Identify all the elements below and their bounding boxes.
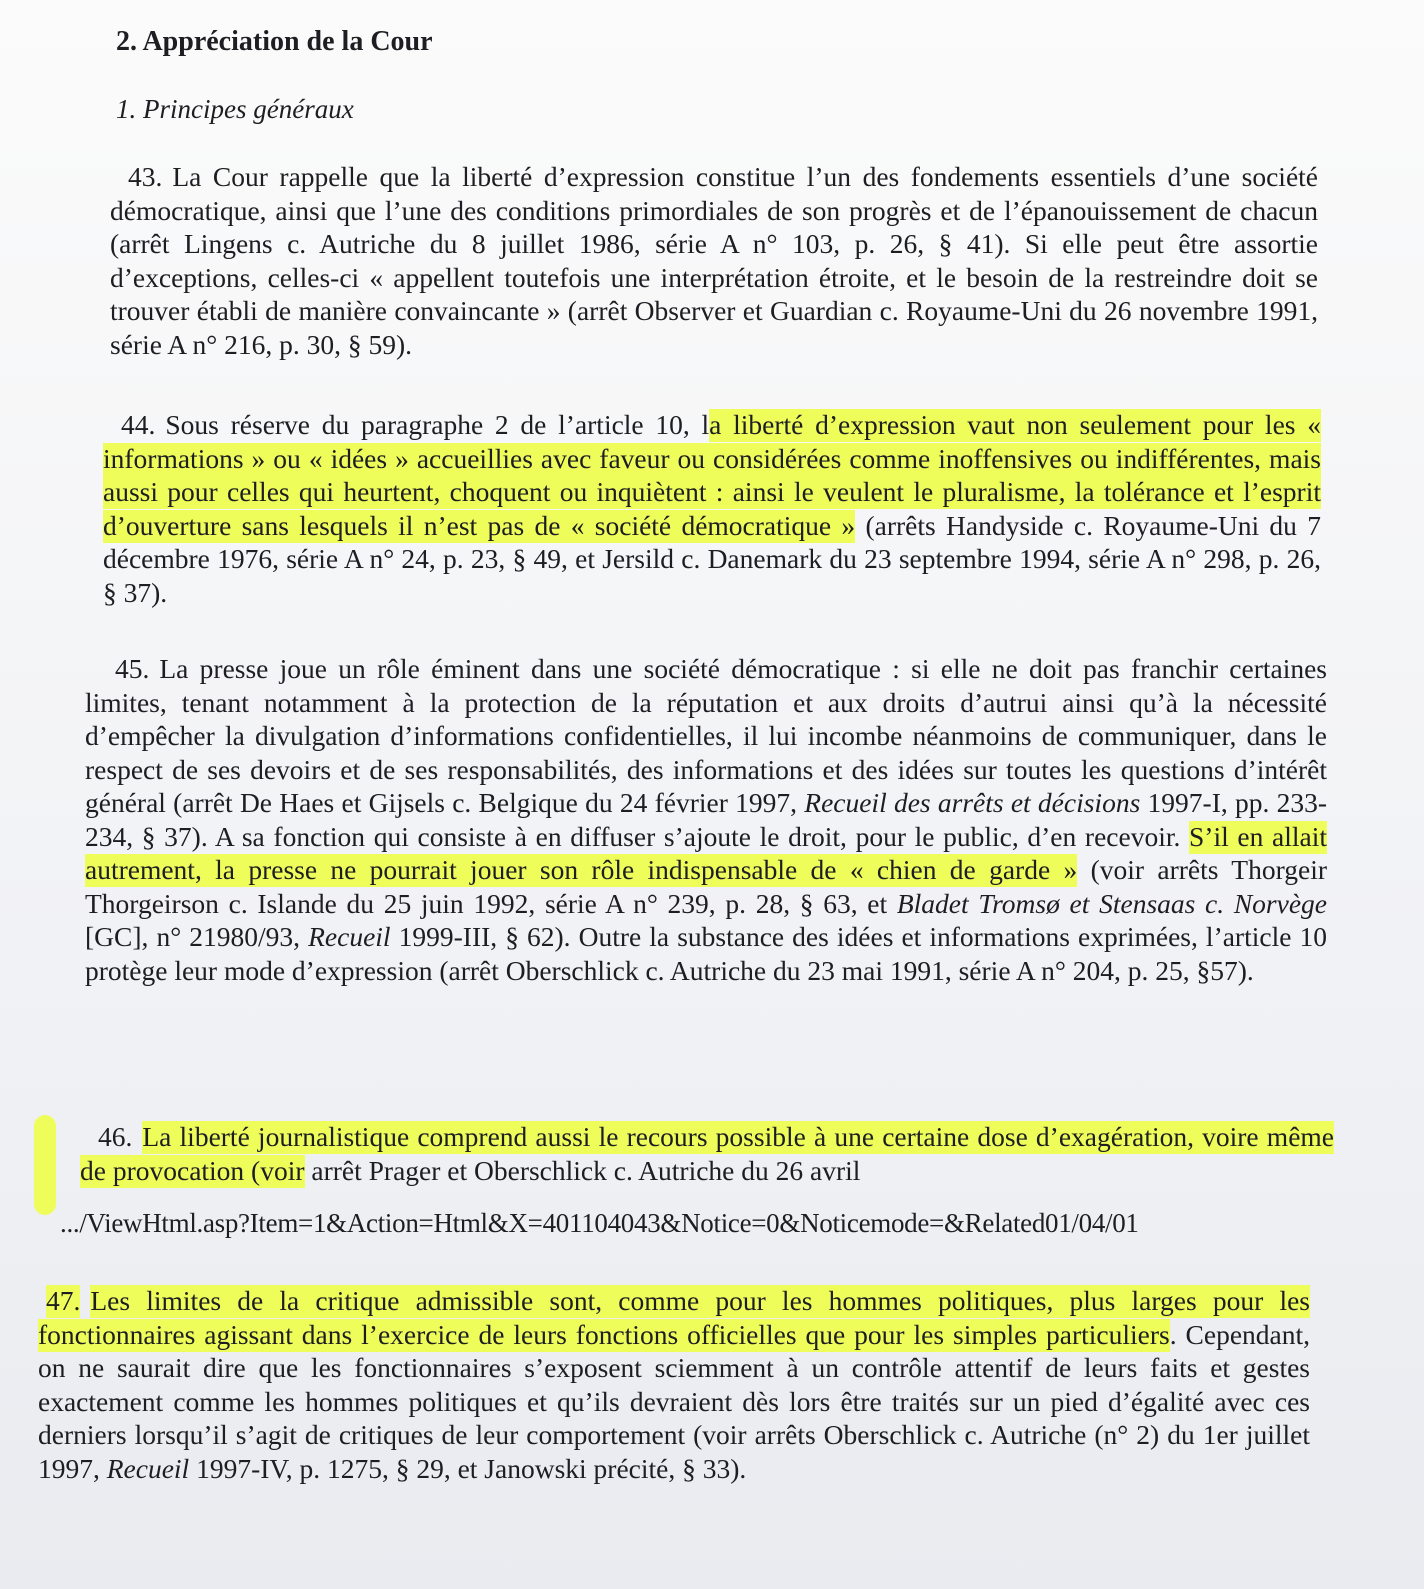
paragraph-text: [GC], n° 21980/93, — [85, 921, 309, 952]
highlighted-text: La liberté journalistique comprend aussi le recours possible à une certaine dose d’exagération, voire même de provocation (voir — [80, 1121, 1334, 1186]
paragraph-number: 46. — [98, 1121, 133, 1152]
paragraph-text: arrêt Prager et Oberschlick c. Autriche du 26 avril — [304, 1154, 861, 1186]
paragraph-number: 47. — [46, 1285, 81, 1316]
italic-citation: Recueil — [308, 921, 391, 952]
italic-citation: Recueil — [106, 1452, 190, 1484]
paragraph-text: Sous réserve du paragraphe 2 de l’article 10, l — [165, 409, 710, 440]
paragraph-text: (voir arrêts Thorgeir Thorgeirson c. Islande du 25 juin 1992, série A n° 239, p. 28, § 63, et — [85, 854, 1327, 919]
paragraph-number: 43. — [128, 161, 163, 192]
paragraph-44 — [103, 408, 1321, 609]
paragraph-text: La Cour rappelle que la liberté d’expression constitue l’un des fondements essentiels d’une société démocratique, ainsi que l’une des conditions primordiales de son progrès et de l’épanouissement de chacun (arrêt Lingens c. Autriche du 8 juillet 1986, série A n° 103, p. 26, § 41). Si elle peut être assortie d’exceptions, celles-ci « appellent toutefois une interprétation étroite, et le besoin de la restreindre doit se trouver établi de manière convaincante » (arrêt Observer et Guardian c. Royaume-Uni du 26 novembre 1991, série A n° 216, p. 30, § 59). — [110, 161, 1318, 360]
paragraph-number: 45. — [115, 653, 150, 684]
footer-url: .../ViewHtml.asp?Item=1&Action=Html&X=401104043&Notice=0&Noticemode=&Related01/04/01 — [60, 1208, 1139, 1238]
highlighted-text: a liberté d’expression vaut non seulement pour les « informations » ou « idées » accueillies avec faveur ou considérées comme inoffensives ou indifférentes, mais aussi pour celles qui heurtent, choquent ou inquiètent : ainsi le veulent le pluralisme, la tolérance et l’esprit d’ouverture sans lesquels il n’est pas de « société démocratique » — [103, 409, 1321, 541]
highlighter-margin-mark — [34, 1115, 56, 1215]
paragraph-text: 1999-III, § 62). Outre la substance des idées et informations exprimées, l’article 10 protège leur mode d’expression (arrêt Oberschlick c. Autriche du 23 mai 1991, série A n° 204, p. 25, §57). — [85, 921, 1327, 986]
paragraph-number: 44. — [121, 409, 156, 440]
italic-citation: Recueil des arrêts et décisions — [804, 787, 1141, 818]
paragraph-47 — [38, 1284, 1310, 1485]
paragraph-43 — [110, 160, 1318, 361]
section-subheading: 1. Principes généraux — [116, 94, 354, 124]
paragraph-text: 1997-I, pp. 233-234, § 37). A sa fonction qui consiste à en diffuser s’ajoute le droit, pour le public, d’en recevoir. — [85, 787, 1328, 852]
paragraph-46 — [80, 1120, 1334, 1187]
section-heading: 2. Appréciation de la Cour — [116, 26, 433, 57]
paragraph-text: 1997-IV, p. 1275, § 29, et Janowski précité, § 33). — [189, 1452, 747, 1484]
paragraph-45 — [85, 652, 1327, 987]
paragraph-text: . Cependant, on ne saurait dire que les fonctionnaires s’exposent sciemment à un contrôle attentif de leurs faits et gestes exactement comme les hommes politiques et qu’ils devraient dès lors être traités sur un pied d’égalité avec ces derniers lorsqu’il s’agit de critiques de leur comportement (voir arrêts Oberschlick c. Autriche (n° 2) du 1er juillet 1997, — [38, 1318, 1311, 1484]
paragraph-text: La presse joue un rôle éminent dans une société démocratique : si elle ne doit pas franchir certaines limites, tenant notamment à la protection de la réputation et aux droits d’autrui ainsi qu’à la nécessité d’empêcher la divulgation d’informations confidentielles, il lui incombe néanmoins de communiquer, dans le respect de ses devoirs et de ses responsabilités, des informations et des idées sur toutes les questions d’intérêt général (arrêt De Haes et Gijsels c. Belgique du 24 février 1997, — [85, 653, 1327, 818]
paragraph-text: (arrêts Handyside c. Royaume-Uni du 7 décembre 1976, série A n° 24, p. 23, § 49, et Jersild c. Danemark du 23 septembre 1994, série A n° 298, p. 26, § 37). — [103, 509, 1321, 608]
highlighted-text: S’il en allait autrement, la presse ne pourrait jouer son rôle indispensable de « chien de garde » — [85, 820, 1327, 885]
italic-citation: Bladet Tromsø et Stensaas c. Norvège — [896, 887, 1327, 919]
highlighted-text: Les limites de la critique admissible sont, comme pour les hommes politiques, plus larges pour les fonctionnaires agissant dans l’exercice de leurs fonctions officielles que pour les simples particuliers — [38, 1285, 1310, 1350]
